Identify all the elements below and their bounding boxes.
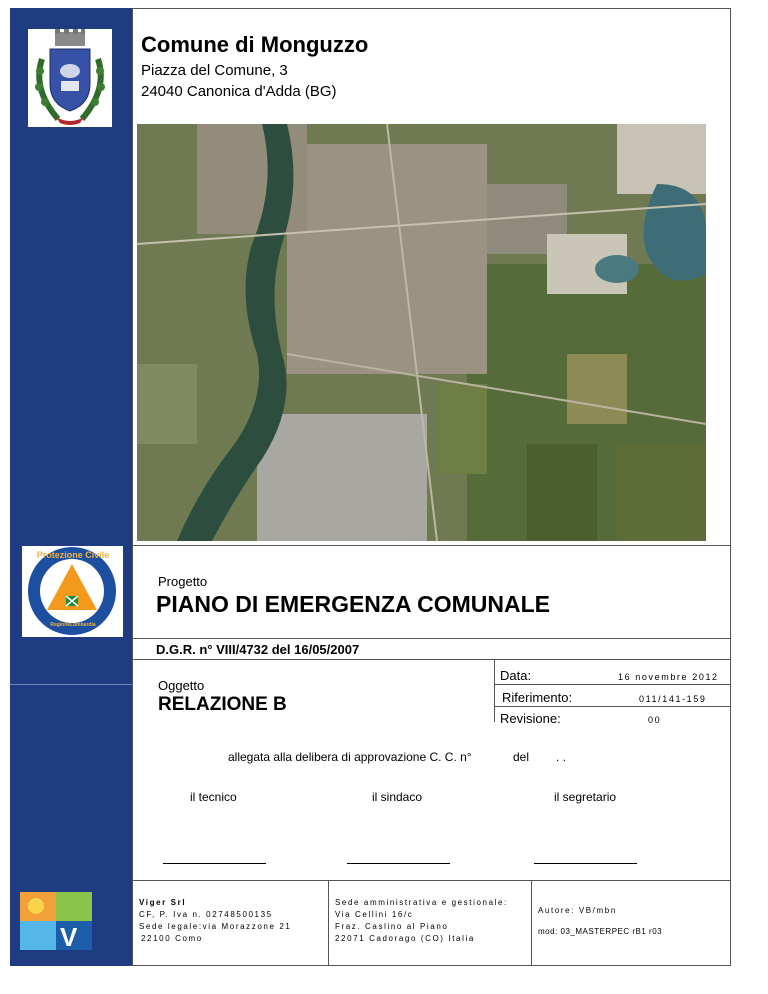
meta-divider-2 bbox=[494, 706, 731, 707]
footer-mod: mod: 03_MASTERPEC rB1 r03 bbox=[538, 927, 663, 936]
footer-sede-amm-title: Sede amministrativa e gestionale: bbox=[335, 898, 508, 907]
footer-city: 22100 Como bbox=[141, 934, 203, 943]
svg-text:V: V bbox=[60, 922, 78, 950]
footer-sede-amm-street: Via Cellini 16/c bbox=[335, 910, 414, 919]
dgr-reference: D.G.R. n° VIII/4732 del 16/05/2007 bbox=[156, 642, 360, 657]
footer-cf: CF, P. Iva n. 02748500135 bbox=[139, 910, 273, 919]
footer-sede-amm-city: 22071 Cadorago (CO) Italia bbox=[335, 934, 475, 943]
meta-divider-vertical bbox=[494, 659, 495, 722]
footer-divider-2 bbox=[531, 880, 532, 966]
meta-divider-1 bbox=[494, 684, 731, 685]
footer-company: Viger Srl bbox=[139, 898, 187, 907]
signature-line-sindaco bbox=[347, 863, 450, 864]
sidebar-divider bbox=[10, 684, 132, 685]
regione-lombardia-text: RegioneLombardia bbox=[50, 622, 96, 628]
data-value: 16 novembre 2012 bbox=[618, 672, 719, 682]
oggetto-title: RELAZIONE B bbox=[158, 694, 287, 715]
separator-footer bbox=[132, 880, 731, 881]
signature-segretario-label: il segretario bbox=[554, 790, 617, 804]
protezione-civile-text: Protezione Civile bbox=[36, 550, 110, 560]
municipality-title: Comune di Monguzzo bbox=[141, 32, 369, 57]
signature-sindaco-label: il sindaco bbox=[372, 790, 423, 804]
separator-dgr bbox=[132, 659, 731, 660]
approval-text: allegata alla delibera di approvazione C. C. n° bbox=[228, 750, 472, 764]
aerial-map-image bbox=[137, 124, 706, 541]
separator-progetto bbox=[132, 638, 731, 639]
address-line-2: 24040 Canonica d'Adda (BG) bbox=[141, 83, 337, 100]
signature-line-tecnico bbox=[163, 863, 266, 864]
footer-sede-legale: Sede legale:via Morazzone 21 bbox=[139, 922, 292, 931]
signature-line-segretario bbox=[534, 863, 637, 864]
signature-tecnico-label: il tecnico bbox=[190, 790, 237, 804]
revisione-value: 00 bbox=[648, 715, 662, 725]
progetto-title: PIANO DI EMERGENZA COMUNALE bbox=[156, 591, 550, 617]
viger-logo bbox=[20, 892, 92, 950]
footer-autore: Autore: VB/mbn bbox=[538, 906, 617, 915]
protezione-civile-logo bbox=[22, 546, 123, 637]
oggetto-label: Oggetto bbox=[158, 678, 205, 693]
progetto-label: Progetto bbox=[158, 574, 208, 589]
footer-sede-amm-fraz: Fraz. Caslino al Piano bbox=[335, 922, 449, 931]
separator-map bbox=[132, 545, 731, 546]
approval-del-label: del bbox=[513, 750, 530, 764]
riferimento-label: Riferimento: bbox=[502, 690, 573, 705]
approval-del-value: . . bbox=[556, 750, 567, 764]
sidebar-band bbox=[10, 8, 132, 966]
coat-of-arms-logo bbox=[28, 29, 112, 127]
riferimento-value: 011/141-159 bbox=[639, 694, 707, 704]
revisione-label: Revisione: bbox=[500, 711, 561, 726]
data-label: Data: bbox=[500, 668, 532, 683]
address-line-1: Piazza del Comune, 3 bbox=[141, 62, 288, 79]
footer-divider-1 bbox=[328, 880, 329, 966]
